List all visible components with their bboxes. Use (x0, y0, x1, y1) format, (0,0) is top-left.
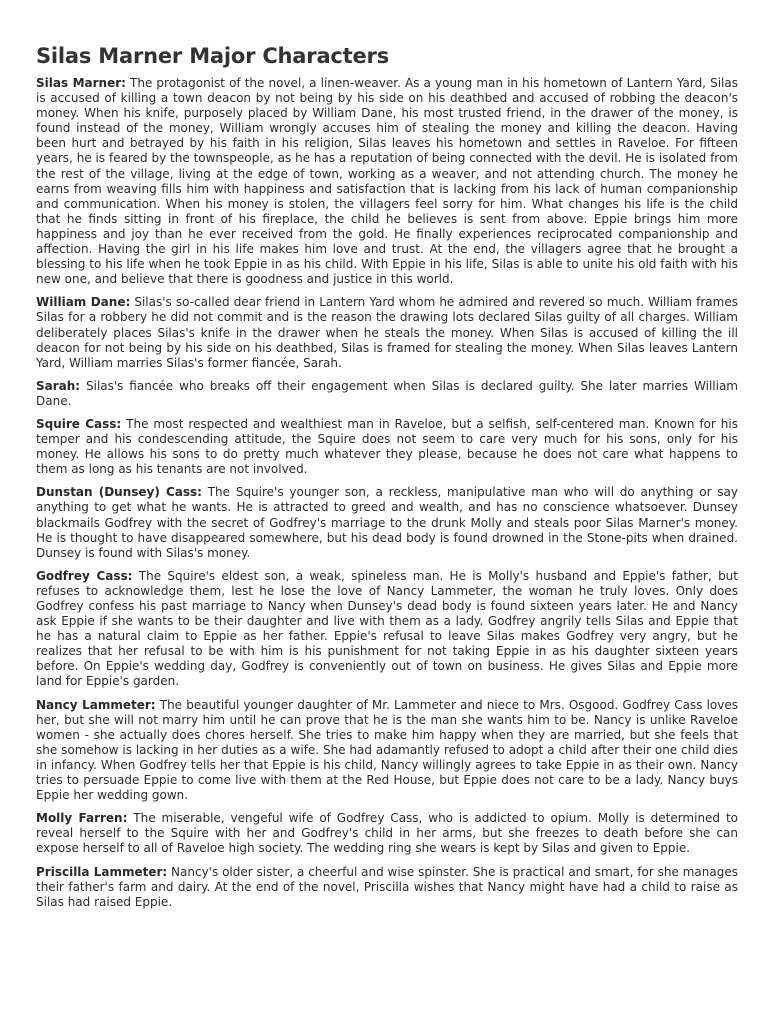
character-description: The Squire's younger son, a reckless, manipulative man who will do anything or say anything to get what he wants. He is attracted to greed and wealth, and has no conscience whatsoever. Dunsey blackmails Godfrey with the secret of Godfrey's marriage to the drunk Molly and steals poor Silas Marner's money. He is thought to have disappeared somewhere, but his dead body is found drowned in the Stone-pits when drained. Dunsey is found with Silas's money. (36, 485, 738, 560)
character-name: Silas Marner: (36, 76, 126, 90)
character-entry-priscilla-lammeter (36, 865, 738, 910)
character-entry-squire-cass (36, 417, 738, 477)
character-description: The Squire's eldest son, a weak, spineless man. He is Molly's husband and Eppie's father, but refuses to acknowledge them, lest he lose the love of Nancy Lammeter, the woman he truly loves. Only does Godfrey confess his past marriage to Nancy when Dunsey's dead body is found sixteen years later. He and Nancy ask Eppie if she wants to be their daughter and live with them as a lady. Godfrey angrily tells Silas and Eppie that he has a natural claim to Eppie as her father. Eppie's refusal to leave Silas makes Godfrey very angry, but he realizes that her refusal to be with him is his punishment for not taking Eppie in as his daughter sixteen years before. On Eppie's wedding day, Godfrey is conveniently out of town on business. He gives Silas and Eppie more land for Eppie's garden. (36, 568, 738, 689)
character-name: Dunstan (Dunsey) Cass: (36, 485, 202, 500)
character-description: The beautiful younger daughter of Mr. Lammeter and niece to Mrs. Osgood. Godfrey Cass loves her, but she will not marry him until he can prove that he is the man she wants him to be. Nancy is unlike Raveloe women - she actually does chores herself. She tries to make him happy when they are married, but she feels that she somehow is lacking in her duties as a wife. She had adamantly refused to adopt a child after their one child dies in infancy. When Godfrey tells her that Eppie is his child, Nancy willingly agrees to take Eppie in as their own. Nancy tries to persuade Eppie to come live with them at the Red House, but Eppie does not care to be a lady. Nancy buys Eppie her wedding gown. (36, 697, 738, 803)
character-description: Silas's so-called dear friend in Lantern Yard whom he admired and revered so much. William frames Silas for a robbery he did not commit and is the reason the drawing lots declared Silas guilty of all charges. William deliberately places Silas's knife in the drawer when he steals the money. When Silas is accused of killing the ill deacon for not being by his side on his deathbed, Silas is framed for stealing the money. When Silas leaves Lantern Yard, William marries Silas's former fiancée, Sarah. (36, 295, 738, 370)
character-description: Silas's fiancée who breaks off their engagement when Silas is declared guilty. She later marries William Dane. (36, 378, 738, 408)
character-entry-silas-marner (36, 76, 738, 287)
character-entry-sarah (36, 379, 738, 409)
character-name: William Dane: (36, 295, 131, 310)
character-description: The miserable, vengeful wife of Godfrey Cass, who is addicted to opium. Molly is determined to reveal herself to the Squire with her and Godfrey's child in her arms, but she freezes to death before she can expose herself to all of Raveloe high society. The wedding ring she wears is kept by Silas and given to Eppie. (36, 811, 738, 856)
character-name: Godfrey Cass: (36, 568, 133, 583)
character-description: The protagonist of the novel, a linen-weaver. As a young man in his hometown of Lantern Yard, Silas is accused of killing a town deacon by not being by his side on his deathbed and accused of robbing the deacon's money. When his knife, purposely placed by William Dane, his most trusted friend, in the drawer of the money, is found instead of the money, William wrongly accuses him of stealing the money and killing the deacon. Having been hurt and betrayed by his faith in his religion, Silas leaves his hometown and settles in Raveloe. For fifteen years, he is feared by the townspeople, as he has a reputation of being connected with the devil. He is isolated from the rest of the village, living at the edge of town, working as a weaver, and not attending church. The money he earns from weaving fills him with happiness and satisfaction that is lacking from his lack of human companionship and communication. When his money is stolen, the villagers feel sorry for him. What changes his life is the child that he finds sitting in front of his fireplace, the child he believes is sent from above. Eppie brings him more happiness and joy than he ever received from the gold. He finally experiences reciprocated companionship and affection. Having the girl in his life makes him love and trust. At the end, the villagers agree that he brought a blessing to his life when he took Eppie in as his child. With Eppie in his life, Silas is able to unite his old faith with his new one, and believe that there is goodness and justice in this world. (36, 76, 738, 287)
character-name: Squire Cass: (36, 416, 122, 431)
document-page (36, 44, 738, 918)
character-description: Nancy's older sister, a cheerful and wise spinster. She is practical and smart, for she manages their father's farm and dairy. At the end of the novel, Priscilla wishes that Nancy might have had a child to raise as Silas had raised Eppie. (36, 864, 738, 909)
character-description: The most respected and wealthiest man in Raveloe, but a selfish, self-centered man. Known for his temper and his condescending attitude, the Squire does not seem to care very much for his sons, only for his money. He allows his sons to do pretty much whatever they please, because he does not care what happens to them as long as his tenants are not involved. (36, 416, 738, 477)
character-entry-nancy-lammeter (36, 698, 738, 804)
character-entry-dunstan-cass (36, 485, 738, 560)
character-name: Molly Farren: (36, 811, 128, 826)
character-name: Sarah: (36, 378, 81, 393)
character-name: Nancy Lammeter: (36, 697, 156, 712)
character-entry-molly-farren (36, 811, 738, 856)
character-name: Priscilla Lammeter: (36, 864, 168, 879)
page-title: Silas Marner Major Characters (36, 44, 389, 68)
character-entry-godfrey-cass (36, 569, 738, 690)
character-entry-william-dane (36, 295, 738, 370)
